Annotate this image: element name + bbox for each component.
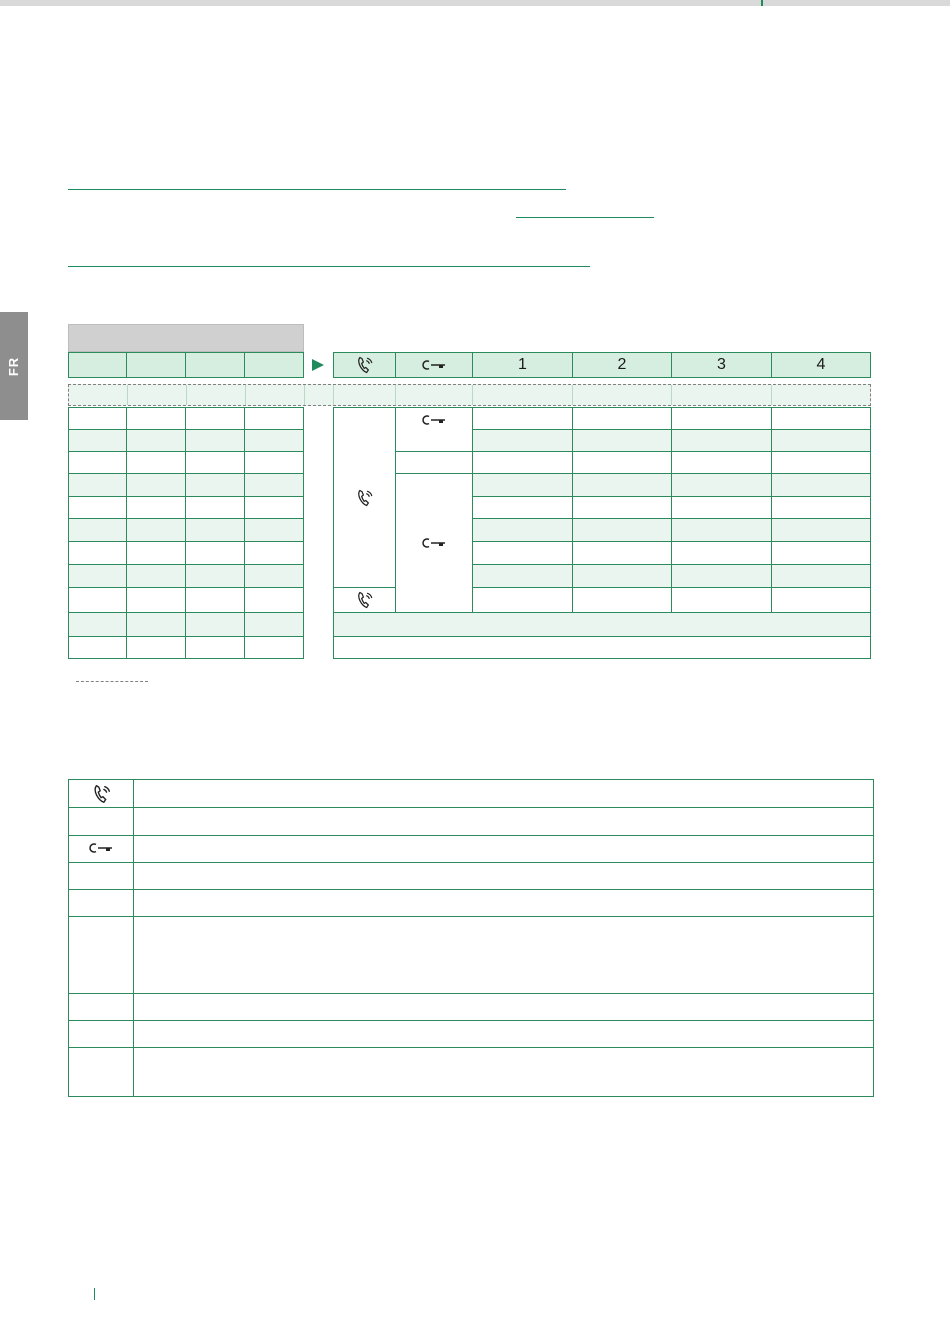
column-header-label: 2 <box>617 356 627 373</box>
value-cell <box>671 587 772 613</box>
grid-cell <box>185 564 245 588</box>
grid-cell <box>185 451 245 474</box>
key-icon <box>421 359 447 371</box>
grid-cell <box>68 518 127 542</box>
grid-cell <box>244 541 304 565</box>
header-handset-cell <box>333 352 396 378</box>
value-cell <box>671 451 772 474</box>
grid-cell <box>185 496 245 519</box>
grid-cell <box>244 518 304 542</box>
value-cell <box>472 451 573 474</box>
grid-cell <box>126 587 186 613</box>
legend-row-divider <box>69 993 873 994</box>
value-cell <box>771 518 871 542</box>
handset-merged-cell <box>333 407 396 588</box>
left-header-cell <box>126 352 186 378</box>
value-cell <box>671 407 772 430</box>
value-cell <box>572 518 672 542</box>
grid-cell <box>126 496 186 519</box>
value-cell <box>771 496 871 519</box>
language-tab <box>0 312 28 420</box>
row-divider <box>395 385 396 405</box>
grid-cell <box>126 451 186 474</box>
grid-cell <box>126 407 186 430</box>
row-divider <box>304 385 305 405</box>
legend-row-divider <box>69 889 873 890</box>
language-tab-label: FR <box>6 356 22 376</box>
grid-cell <box>244 636 304 659</box>
row-divider <box>771 385 772 405</box>
handset-icon <box>355 488 375 508</box>
grid-cell <box>126 636 186 659</box>
legend-row-divider <box>69 916 873 917</box>
row-divider <box>671 385 672 405</box>
grid-cell <box>68 473 127 497</box>
grid-cell <box>68 496 127 519</box>
value-cell <box>671 518 772 542</box>
top-border-accent <box>761 0 763 6</box>
value-cell <box>472 587 573 613</box>
column-header-3 <box>671 352 772 378</box>
handset-icon <box>355 590 375 610</box>
column-header-4 <box>771 352 871 378</box>
play-arrow-icon <box>311 358 325 372</box>
grid-cell <box>185 587 245 613</box>
grid-cell <box>185 612 245 637</box>
legend-row-divider <box>69 1047 873 1048</box>
column-header-label: 1 <box>518 356 527 373</box>
legend-row-divider <box>69 862 873 863</box>
value-cell <box>572 451 672 474</box>
handset-cell <box>333 587 396 613</box>
value-cell <box>671 496 772 519</box>
grid-cell <box>126 473 186 497</box>
grid-cell <box>126 429 186 452</box>
value-cell <box>771 564 871 588</box>
grid-cell <box>68 407 127 430</box>
grid-cell <box>68 451 127 474</box>
legend-table <box>68 779 874 1097</box>
row-divider <box>127 385 128 405</box>
grid-cell <box>68 612 127 637</box>
row-divider <box>472 385 473 405</box>
grid-cell <box>126 612 186 637</box>
key-cell-empty <box>395 451 473 474</box>
key-merged-cell-top <box>395 407 473 452</box>
value-cell <box>771 429 871 452</box>
value-cell <box>771 587 871 613</box>
grid-cell <box>244 587 304 613</box>
key-icon <box>421 537 447 549</box>
dashed-legend-sample <box>76 681 148 682</box>
row-divider <box>572 385 573 405</box>
column-header-1 <box>472 352 573 378</box>
row-divider <box>245 385 246 405</box>
value-cell <box>771 407 871 430</box>
grid-cell <box>126 564 186 588</box>
legend-row-divider <box>69 807 873 808</box>
grid-cell <box>244 564 304 588</box>
column-header-2 <box>572 352 672 378</box>
handset-icon <box>355 355 375 375</box>
value-cell <box>771 541 871 565</box>
key-icon <box>88 842 114 854</box>
grid-cell <box>244 612 304 637</box>
grid-cell <box>68 564 127 588</box>
column-header-label: 3 <box>717 356 726 373</box>
left-header-cell <box>244 352 304 378</box>
value-cell <box>671 541 772 565</box>
grid-cell <box>68 541 127 565</box>
grid-cell <box>185 407 245 430</box>
grid-cell <box>126 541 186 565</box>
header-key-cell <box>395 352 473 378</box>
top-border <box>0 0 950 6</box>
value-cell <box>671 473 772 497</box>
footer-mark <box>94 1288 95 1300</box>
value-cell <box>572 473 672 497</box>
value-cell <box>572 587 672 613</box>
full-width-row <box>333 612 871 637</box>
value-cell <box>472 496 573 519</box>
row-divider <box>333 385 334 405</box>
legend-column-divider <box>133 780 134 1096</box>
grid-cell <box>68 636 127 659</box>
value-cell <box>472 429 573 452</box>
value-cell <box>472 407 573 430</box>
value-cell <box>572 429 672 452</box>
value-cell <box>771 473 871 497</box>
left-header-cell <box>185 352 245 378</box>
value-cell <box>572 564 672 588</box>
grid-cell <box>244 496 304 519</box>
grid-cell <box>185 429 245 452</box>
value-cell <box>472 473 573 497</box>
column-header-label: 4 <box>816 356 826 373</box>
legend-row-divider <box>69 1020 873 1021</box>
grid-cell <box>126 518 186 542</box>
row-divider <box>186 385 187 405</box>
highlighted-default-row <box>68 384 871 406</box>
grid-cell <box>185 518 245 542</box>
value-cell <box>472 541 573 565</box>
underline-rule-2 <box>516 217 654 218</box>
legend-row-divider <box>69 835 873 836</box>
value-cell <box>572 496 672 519</box>
handset-icon <box>91 783 113 805</box>
value-cell <box>472 564 573 588</box>
grid-cell <box>185 636 245 659</box>
underline-rule-3 <box>68 266 590 267</box>
key-merged-cell-bottom <box>395 473 473 613</box>
value-cell <box>472 518 573 542</box>
grid-cell <box>244 451 304 474</box>
grid-cell <box>244 473 304 497</box>
value-cell <box>671 564 772 588</box>
grid-cell <box>185 473 245 497</box>
left-header-cell <box>68 352 127 378</box>
key-icon <box>421 414 447 426</box>
grid-cell <box>244 429 304 452</box>
config-table-gray-header <box>68 324 304 352</box>
grid-cell <box>185 541 245 565</box>
value-cell <box>572 541 672 565</box>
value-cell <box>771 451 871 474</box>
value-cell <box>572 407 672 430</box>
grid-cell <box>68 587 127 613</box>
grid-cell <box>244 407 304 430</box>
grid-cell <box>68 429 127 452</box>
value-cell <box>671 429 772 452</box>
underline-rule-1 <box>68 189 566 190</box>
full-width-row <box>333 636 871 659</box>
